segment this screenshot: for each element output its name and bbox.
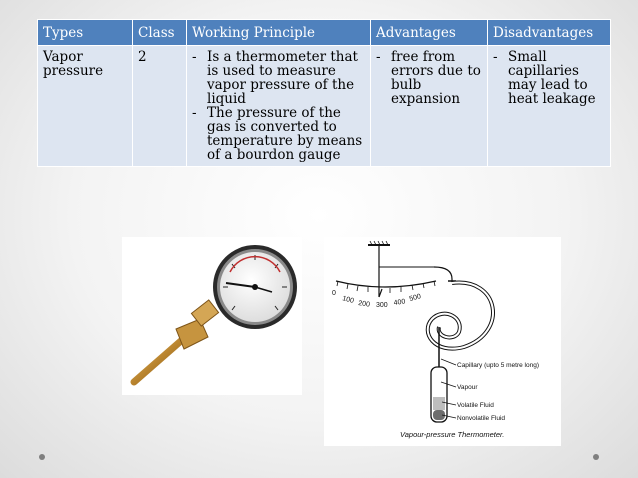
cell-working-principle xyxy=(187,46,371,167)
scale-tick-label: 0 xyxy=(332,290,336,297)
header-class: Class xyxy=(133,20,187,46)
nonvolatile-fluid-label: Nonvolatile Fluid xyxy=(457,415,506,422)
capillary-label: Capillary (upto 5 metre long) xyxy=(457,362,540,369)
volatile-fluid-label: Volatile Fluid xyxy=(457,402,494,409)
vapour-pressure-diagram xyxy=(324,237,561,446)
header-working-principle: Working Principle xyxy=(187,20,371,46)
vapour-label: Vapour xyxy=(457,384,478,391)
cell-advantages xyxy=(371,46,488,167)
slide-corner-dot xyxy=(39,454,45,460)
scale-tick-label: 500 xyxy=(408,293,422,303)
scale-tick-label: 400 xyxy=(393,298,406,307)
diagram-caption: Vapour-pressure Thermometer. xyxy=(400,430,505,439)
vapour-pressure-schematic xyxy=(324,237,561,446)
dial-thermometer-photo xyxy=(122,237,302,395)
header-types: Types xyxy=(38,20,133,46)
disadvantage-item: - Small capillaries may lead to heat leakage xyxy=(493,50,605,106)
scale-tick-label: 200 xyxy=(357,300,371,309)
slide-corner-dot xyxy=(593,454,599,460)
scale-tick-label: 300 xyxy=(376,302,388,309)
dial-thermometer-illustration xyxy=(122,237,302,395)
table-row xyxy=(38,46,611,167)
table-header-row xyxy=(38,20,611,46)
advantage-item: - free from errors due to bulb expansion xyxy=(376,50,482,106)
comparison-table xyxy=(37,19,611,167)
principle-item: - Is a thermometer that is used to measure vapor pressure of the liquid xyxy=(192,50,365,106)
scale-tick-label: 100 xyxy=(341,295,355,305)
cell-type: Vapor pressure xyxy=(38,46,133,167)
header-disadvantages: Disadvantages xyxy=(488,20,611,46)
principle-item: - The pressure of the gas is converted to temperature by means of a bourdon gauge xyxy=(192,106,365,162)
cell-disadvantages xyxy=(488,46,611,167)
header-advantages: Advantages xyxy=(371,20,488,46)
cell-class: 2 xyxy=(133,46,187,167)
